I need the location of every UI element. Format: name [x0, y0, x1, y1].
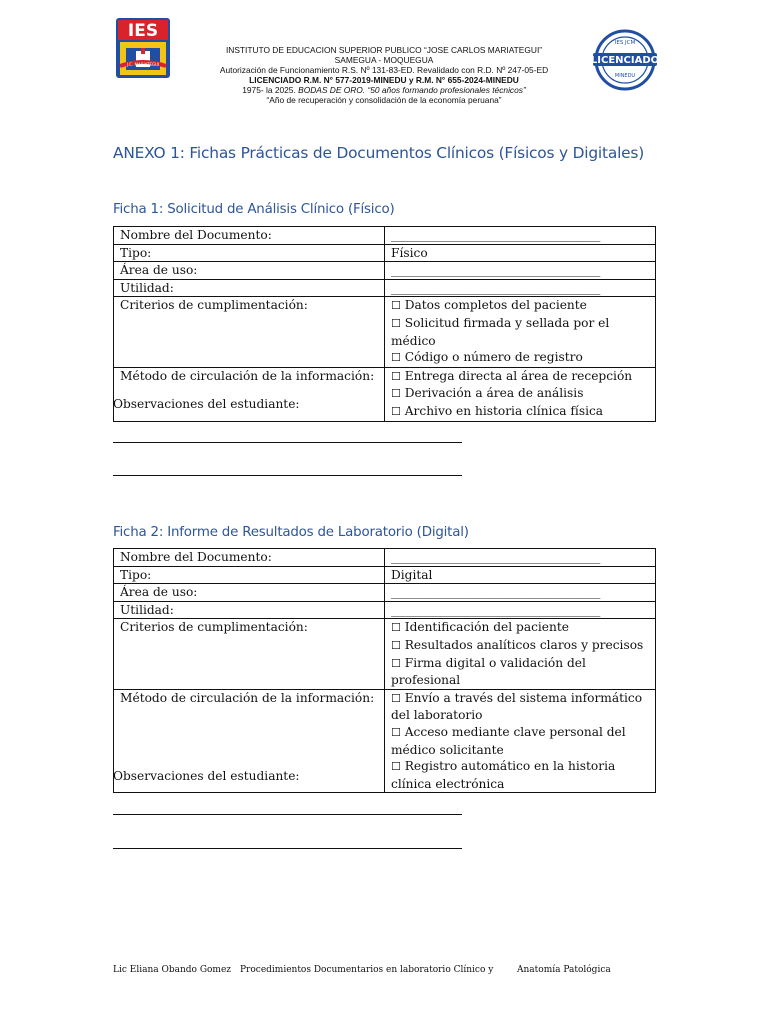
ficha-2-title: Ficha 2: Informe de Resultados de Laboratorio (Digital)	[113, 525, 469, 540]
table-row	[114, 244, 656, 262]
institution-header	[180, 45, 588, 106]
row-label-utilidad: Utilidad:	[114, 601, 385, 619]
row-label-metodo: Método de circulación de la información:	[114, 689, 385, 793]
checkbox-icon[interactable]: ☐	[391, 369, 401, 383]
observations-label: Observaciones del estudiante:	[113, 397, 300, 411]
criterios-options	[385, 297, 656, 367]
table-row	[114, 367, 656, 421]
observations-line[interactable]	[113, 848, 462, 849]
table-row	[114, 566, 656, 584]
checkbox-option[interactable]: ☐ Archivo en historia clínica física	[391, 403, 604, 418]
answer-field-area[interactable]: ______________________________________	[385, 584, 656, 602]
header-line-1: INSTITUTO DE EDUCACION SUPERIOR PUBLICO “JOSE CARLOS MARIATEGUI”	[225, 45, 543, 55]
table-row	[114, 549, 656, 567]
institution-logo	[116, 18, 170, 78]
row-label-utilidad: Utilidad:	[114, 279, 385, 297]
tipo-value: Digital	[385, 566, 656, 584]
metodo-options	[385, 689, 656, 793]
row-label-nombre: Nombre del Documento:	[114, 549, 385, 567]
ficha-1-title: Ficha 1: Solicitud de Análisis Clínico (Físico)	[113, 202, 395, 217]
observations-line[interactable]	[113, 814, 462, 815]
table-row	[114, 584, 656, 602]
header-line-3: Autorización de Funcionamiento R.S. Nº 131-83-ED. Revalidado con R.D. Nº 247-05-ED	[219, 65, 549, 76]
table-row	[114, 279, 656, 297]
answer-field-area[interactable]: ______________________________________	[385, 262, 656, 280]
checkbox-icon[interactable]: ☐	[391, 656, 401, 670]
row-label-criterios: Criterios de cumplimentación:	[114, 619, 385, 689]
header-line-6: “Año de recuperación y consolidación de la economía peruana”	[266, 95, 502, 106]
checkbox-option[interactable]: ☐ Registro automático en la historia clínica electrónica	[391, 759, 616, 791]
footer-author: Lic Eliana Obando Gomez	[113, 965, 232, 975]
header-line-2: SAMEGUA - MOQUEGUA	[334, 55, 434, 66]
checkbox-icon[interactable]: ☐	[391, 299, 401, 313]
answer-field-utilidad[interactable]: ______________________________________	[385, 601, 656, 619]
answer-field-utilidad[interactable]: ______________________________________	[385, 279, 656, 297]
page-title: ANEXO 1: Fichas Prácticas de Documentos Clínicos (Físicos y Digitales)	[113, 144, 645, 162]
ficha-2-table	[113, 548, 656, 793]
licensed-seal	[592, 29, 658, 91]
checkbox-option[interactable]: ☐ Derivación a área de análisis	[391, 386, 584, 401]
criterios-options	[385, 619, 656, 689]
checkbox-option[interactable]: ☐ Código o número de registro	[391, 350, 583, 365]
table-row	[114, 297, 656, 367]
observations-line[interactable]	[113, 442, 462, 443]
metodo-options	[385, 367, 656, 421]
observations-label: Observaciones del estudiante:	[113, 769, 300, 783]
table-row	[114, 262, 656, 280]
row-label-nombre: Nombre del Documento:	[114, 227, 385, 245]
checkbox-option[interactable]: ☐ Acceso mediante clave personal del médico solicitante	[391, 724, 626, 757]
checkbox-icon[interactable]: ☐	[391, 621, 401, 635]
checkbox-icon[interactable]: ☐	[391, 404, 401, 418]
seal-main-text: LICENCIADO	[592, 55, 658, 66]
tipo-value: Físico	[385, 244, 656, 262]
checkbox-option[interactable]: ☐ Envío a través del sistema informático del laboratorio	[391, 690, 643, 723]
checkbox-option[interactable]: ☐ Identificación del paciente	[391, 620, 569, 635]
logo-text: IES	[127, 21, 159, 41]
seal-sub-text: MINEDU	[614, 73, 636, 79]
checkbox-icon[interactable]: ☐	[391, 316, 401, 330]
checkbox-option[interactable]: ☐ Resultados analíticos claros y precisos	[391, 637, 644, 652]
row-label-metodo: Método de circulación de la información:	[114, 367, 385, 421]
observations-line[interactable]	[113, 475, 462, 476]
header-line-5	[180, 85, 588, 95]
footer-course-end: Anatomía Patológica	[517, 965, 611, 975]
row-label-tipo: Tipo:	[114, 244, 385, 262]
checkbox-icon[interactable]: ☐	[391, 725, 401, 739]
header-line-5-motto: BODAS DE ORO. “50 años formando profesionales técnicos”	[298, 85, 526, 96]
row-label-area: Área de uso:	[114, 262, 385, 280]
answer-field-nombre[interactable]: ______________________________________	[385, 227, 656, 245]
row-label-criterios: Criterios de cumplimentación:	[114, 297, 385, 367]
header-line-5-prefix: 1975- la 2025.	[242, 85, 299, 96]
table-row	[114, 619, 656, 689]
table-row	[114, 601, 656, 619]
seal-top-text: IES JCM	[614, 40, 636, 46]
checkbox-option[interactable]: ☐ Datos completos del paciente	[391, 298, 587, 313]
checkbox-icon[interactable]: ☐	[391, 387, 401, 401]
footer-course: Procedimientos Documentarios en laboratorio Clínico y	[240, 965, 494, 975]
checkbox-icon[interactable]: ☐	[391, 351, 401, 365]
checkbox-option[interactable]: ☐ Firma digital o validación del profesional	[391, 655, 586, 688]
header-line-4: LICENCIADO R.M. N° 577-2019-MINEDU y R.M. N° 655-2024-MINEDU	[249, 75, 519, 86]
ficha-1-table	[113, 226, 656, 422]
checkbox-option[interactable]: ☐ Entrega directa al área de recepción	[391, 368, 633, 383]
logo-subtext: J.C. MARIATEGUI	[126, 62, 160, 67]
checkbox-icon[interactable]: ☐	[391, 638, 401, 652]
checkbox-icon[interactable]: ☐	[391, 760, 401, 774]
answer-field-nombre[interactable]: ______________________________________	[385, 549, 656, 567]
checkbox-option[interactable]: ☐ Solicitud firmada y sellada por el médico	[391, 315, 610, 348]
table-row	[114, 227, 656, 245]
row-label-tipo: Tipo:	[114, 566, 385, 584]
checkbox-icon[interactable]: ☐	[391, 691, 401, 705]
row-label-area: Área de uso:	[114, 584, 385, 602]
